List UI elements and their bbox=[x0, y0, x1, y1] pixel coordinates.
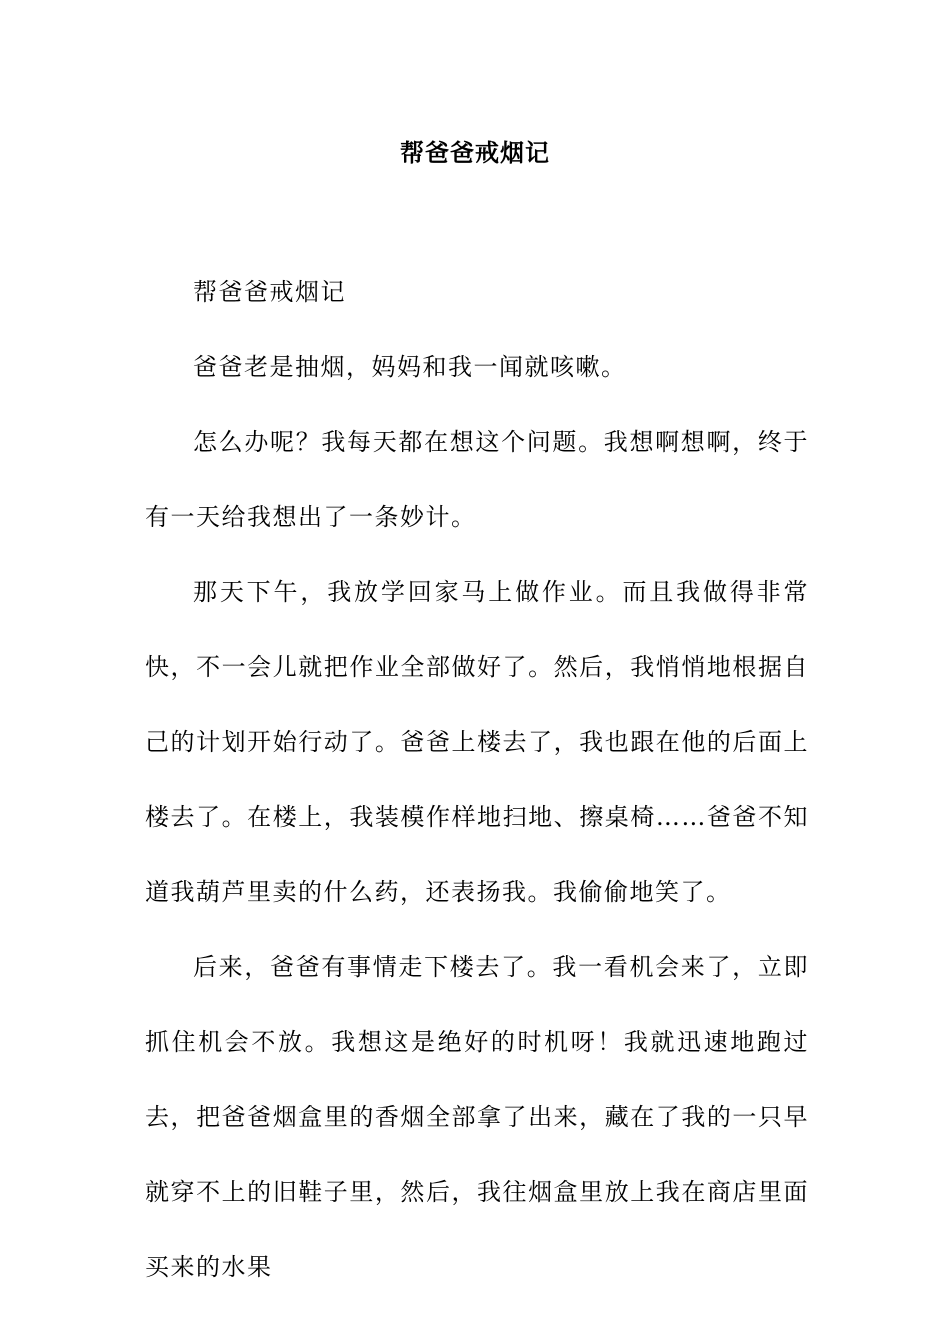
document-body bbox=[145, 255, 809, 1305]
paragraph: 帮爸爸戒烟记 bbox=[193, 278, 346, 306]
paragraph: 怎么办呢？我每天都在想这个问题。我想啊想啊，终于有一天给我想出了一条妙计。 bbox=[145, 428, 809, 531]
paragraph: 后来，爸爸有事情走下楼去了。我一看机会来了，立即抓住机会不放。我想这是绝好的时机呀！我就迅速地跑过去，把爸爸烟盒里的香烟全部拿了出来，藏在了我的一只早就穿不上的旧鞋子里，然后，我往烟盒里放上我在商店里面买来的水果 bbox=[145, 953, 809, 1281]
document-title: 帮爸爸戒烟记 bbox=[400, 138, 550, 167]
paragraph: 爸爸老是抽烟，妈妈和我一闻就咳嗽。 bbox=[193, 353, 627, 381]
paragraph: 那天下午，我放学回家马上做作业。而且我做得非常快，不一会儿就把作业全部做好了。然后，我悄悄地根据自己的计划开始行动了。爸爸上楼去了，我也跟在他的后面上楼去了。在楼上，我装模作样地扫地、擦桌椅……爸爸不知道我葫芦里卖的什么药，还表扬我。我偷偷地笑了。 bbox=[145, 578, 809, 906]
